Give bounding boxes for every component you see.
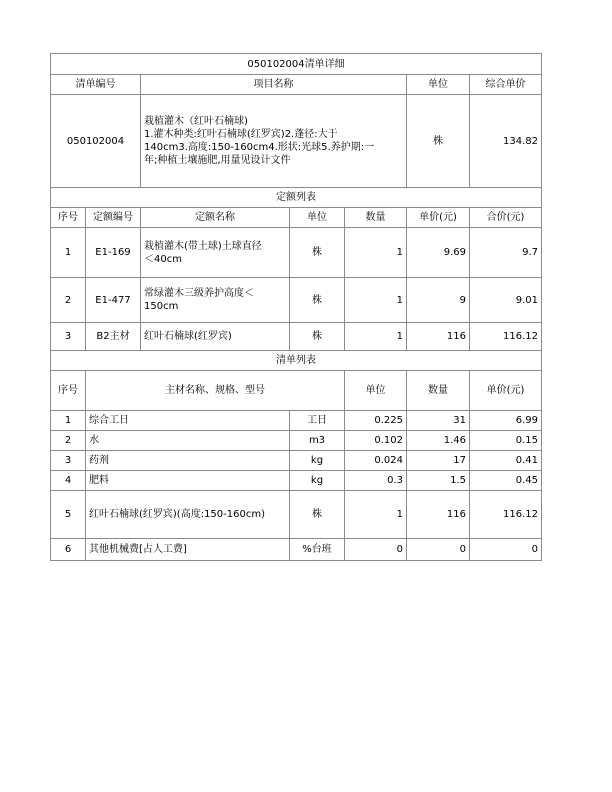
row-unit: 株 bbox=[290, 491, 345, 539]
row-code: B2主材 bbox=[86, 323, 141, 351]
header-unit: 单位 bbox=[407, 75, 470, 95]
row-unit: 株 bbox=[290, 228, 345, 278]
row-total: 116.12 bbox=[470, 491, 542, 539]
list-header-name: 主材名称、规格、型号 bbox=[86, 371, 345, 411]
row-qty: 1 bbox=[345, 228, 407, 278]
row-qty: 0.024 bbox=[345, 451, 407, 471]
quota-section-title: 定额列表 bbox=[51, 188, 542, 208]
table-row bbox=[51, 228, 542, 278]
item-desc-line: 140cm3.高度:150-160cm4.形状:光球5.养护期:一 bbox=[144, 142, 375, 153]
row-price: 0 bbox=[407, 539, 470, 561]
sheet-title: 050102004清单详细 bbox=[51, 54, 542, 75]
list-table bbox=[50, 410, 542, 561]
row-no: 6 bbox=[51, 539, 86, 561]
row-qty: 1 bbox=[345, 323, 407, 351]
quota-header-code: 定额编号 bbox=[86, 208, 141, 228]
list-header-row bbox=[51, 371, 542, 411]
list-header-no: 序号 bbox=[51, 371, 86, 411]
row-name: 红叶石楠球(红罗宾)(高度:150-160cm) bbox=[86, 491, 290, 539]
row-name bbox=[141, 228, 290, 278]
row-no: 1 bbox=[51, 411, 86, 431]
row-qty: 0.3 bbox=[345, 471, 407, 491]
row-no: 2 bbox=[51, 278, 86, 323]
row-unit: 株 bbox=[290, 323, 345, 351]
bill-table bbox=[50, 53, 542, 411]
table-row bbox=[51, 491, 542, 539]
row-total: 116.12 bbox=[470, 323, 542, 351]
quota-header-no: 序号 bbox=[51, 208, 86, 228]
row-price: 17 bbox=[407, 451, 470, 471]
row-name-line: 常绿灌木三级养护高度＜ bbox=[144, 288, 254, 299]
row-code: E1-169 bbox=[86, 228, 141, 278]
row-name-line: 栽植灌木(带土球)土球直径 bbox=[144, 240, 262, 252]
row-price: 1.5 bbox=[407, 471, 470, 491]
row-price: 9 bbox=[407, 278, 470, 323]
bill-code: 050102004 bbox=[51, 95, 141, 188]
table-row bbox=[51, 323, 542, 351]
main-header-row bbox=[51, 75, 542, 95]
header-bill-code: 清单编号 bbox=[51, 75, 141, 95]
row-no: 1 bbox=[51, 228, 86, 278]
main-item-row bbox=[51, 95, 542, 188]
table-row bbox=[51, 278, 542, 323]
row-name: 水 bbox=[86, 431, 290, 451]
row-unit: 株 bbox=[290, 278, 345, 323]
row-name-line: ＜40cm bbox=[144, 253, 182, 265]
row-name: 其他机械费[占人工费] bbox=[86, 539, 290, 561]
header-item-name: 项目名称 bbox=[141, 75, 407, 95]
row-unit: 工日 bbox=[290, 411, 345, 431]
list-header-price: 单价(元) bbox=[470, 371, 542, 411]
row-unit: %台班 bbox=[290, 539, 345, 561]
row-price: 31 bbox=[407, 411, 470, 431]
quota-header-total: 合价(元) bbox=[470, 208, 542, 228]
table-row bbox=[51, 411, 542, 431]
row-no: 3 bbox=[51, 323, 86, 351]
row-total: 6.99 bbox=[470, 411, 542, 431]
row-price: 116 bbox=[407, 323, 470, 351]
quota-header-name: 定额名称 bbox=[141, 208, 290, 228]
item-desc-line: 栽植灌木（红叶石楠球) bbox=[144, 116, 248, 127]
row-total: 9.01 bbox=[470, 278, 542, 323]
header-unit-price: 综合单价 bbox=[470, 75, 542, 95]
row-qty: 0 bbox=[345, 539, 407, 561]
row-name-line: 150cm bbox=[144, 301, 179, 312]
list-header-unit: 单位 bbox=[345, 371, 407, 411]
quota-header-price: 单价(元) bbox=[407, 208, 470, 228]
row-qty: 1 bbox=[345, 278, 407, 323]
row-no: 5 bbox=[51, 491, 86, 539]
item-price: 134.82 bbox=[470, 95, 542, 188]
quota-header-qty: 数量 bbox=[345, 208, 407, 228]
row-name: 综合工日 bbox=[86, 411, 290, 431]
row-price: 116 bbox=[407, 491, 470, 539]
table-row bbox=[51, 471, 542, 491]
row-name: 肥料 bbox=[86, 471, 290, 491]
row-qty: 0.102 bbox=[345, 431, 407, 451]
item-desc-line: 年;种植土壤施肥,用量见设计文件 bbox=[144, 155, 291, 166]
row-total: 0.15 bbox=[470, 431, 542, 451]
row-qty: 1 bbox=[345, 491, 407, 539]
list-section-title: 清单列表 bbox=[51, 351, 542, 371]
row-qty: 0.225 bbox=[345, 411, 407, 431]
row-total: 0.45 bbox=[470, 471, 542, 491]
row-price: 1.46 bbox=[407, 431, 470, 451]
row-total: 9.7 bbox=[470, 228, 542, 278]
item-description bbox=[141, 95, 407, 188]
row-unit: m3 bbox=[290, 431, 345, 451]
row-no: 4 bbox=[51, 471, 86, 491]
bill-detail-sheet bbox=[50, 53, 541, 561]
table-row bbox=[51, 539, 542, 561]
row-name bbox=[141, 278, 290, 323]
row-name: 药剂 bbox=[86, 451, 290, 471]
row-name: 红叶石楠球(红罗宾) bbox=[141, 323, 290, 351]
row-total: 0 bbox=[470, 539, 542, 561]
row-no: 2 bbox=[51, 431, 86, 451]
quota-header-unit: 单位 bbox=[290, 208, 345, 228]
item-desc-line: 1.灌木种类:红叶石楠球(红罗宾)2.蓬径:大于 bbox=[144, 129, 338, 140]
quota-header-row bbox=[51, 208, 542, 228]
row-no: 3 bbox=[51, 451, 86, 471]
table-row bbox=[51, 431, 542, 451]
row-unit: kg bbox=[290, 471, 345, 491]
row-price: 9.69 bbox=[407, 228, 470, 278]
row-code: E1-477 bbox=[86, 278, 141, 323]
table-row bbox=[51, 451, 542, 471]
row-total: 0.41 bbox=[470, 451, 542, 471]
row-unit: kg bbox=[290, 451, 345, 471]
item-unit: 株 bbox=[407, 95, 470, 188]
list-header-qty: 数量 bbox=[407, 371, 470, 411]
